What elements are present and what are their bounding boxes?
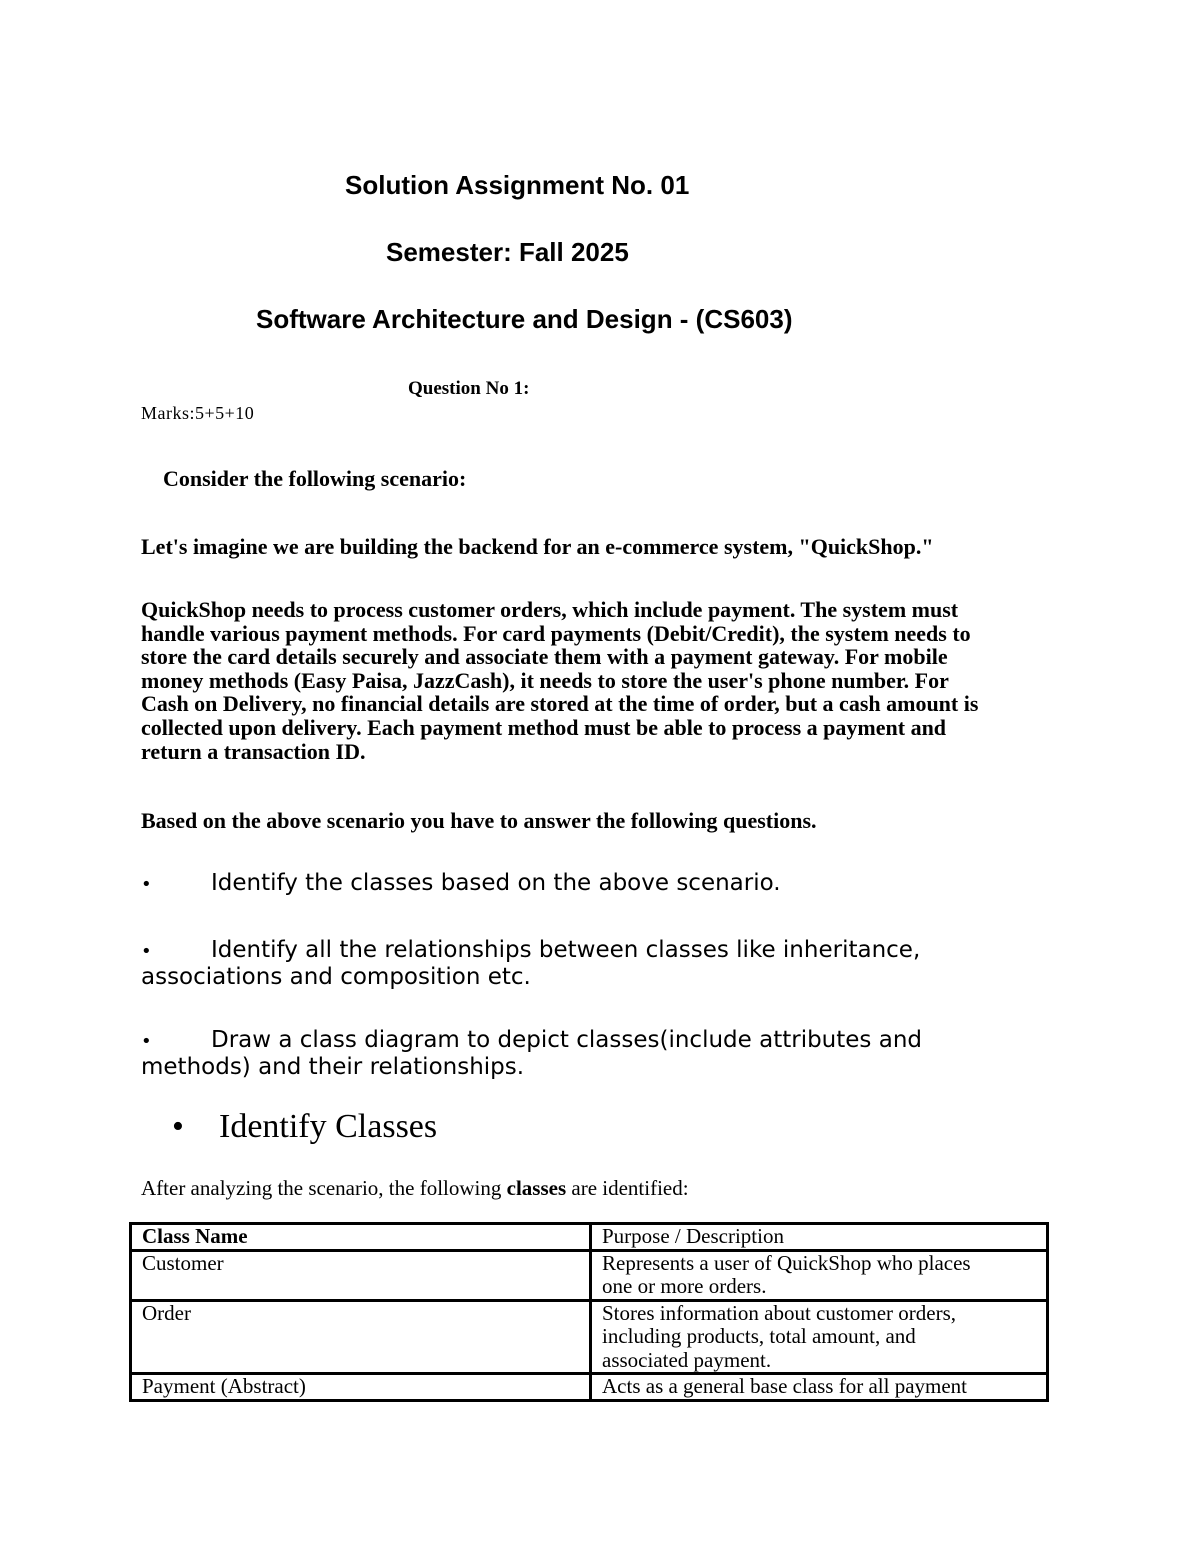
bullet-icon: • bbox=[141, 1031, 152, 1052]
description-line: Represents a user of QuickShop who places bbox=[602, 1250, 971, 1275]
classes-table bbox=[129, 1222, 1049, 1402]
task-item bbox=[141, 1028, 1041, 1079]
task-text-continued: associations and composition etc. bbox=[141, 963, 531, 990]
task-text: Identify the classes based on the above scenario. bbox=[211, 870, 781, 896]
question-number: Question No 1: bbox=[408, 378, 530, 399]
scenario-intro: Let's imagine we are building the backend for an e-commerce system, "QuickShop." bbox=[141, 534, 934, 559]
table-cell-class-name: Customer bbox=[131, 1250, 591, 1300]
table-header-cell: Class Name bbox=[131, 1224, 591, 1251]
table-header-cell: Purpose / Description bbox=[591, 1224, 1048, 1251]
section-intro bbox=[141, 1176, 689, 1201]
section-intro-text: are identified: bbox=[566, 1176, 689, 1200]
bullet-icon: • bbox=[141, 941, 152, 962]
scenario-line: handle various payment methods. For card payments (Debit/Credit), the system needs to bbox=[141, 620, 971, 646]
course-title: Software Architecture and Design - (CS603) bbox=[256, 304, 793, 334]
scenario-line: return a transaction ID. bbox=[141, 738, 366, 764]
scenario-line: collected upon delivery. Each payment method must be able to process a payment and bbox=[141, 714, 947, 740]
table-row bbox=[131, 1300, 1048, 1374]
table-row bbox=[131, 1374, 1048, 1401]
scenario-line: Cash on Delivery, no financial details are stored at the time of order, but a cash amount is bbox=[141, 691, 979, 717]
description-line: Acts as a general base class for all payment bbox=[602, 1374, 968, 1398]
task-item bbox=[141, 938, 1041, 989]
task-text: Draw a class diagram to depict classes(include attributes and bbox=[211, 1027, 922, 1053]
section-intro-text: After analyzing the scenario, the following bbox=[141, 1176, 507, 1200]
scenario-line: money methods (Easy Paisa, JazzCash), it needs to store the user's phone number. For bbox=[141, 667, 949, 693]
table-cell-description bbox=[591, 1300, 1048, 1374]
scenario-paragraph bbox=[141, 598, 1081, 763]
table-row bbox=[131, 1250, 1048, 1300]
description-line: one or more orders. bbox=[602, 1274, 767, 1298]
section-heading: Identify Classes bbox=[219, 1108, 438, 1145]
table-cell-class-name: Order bbox=[131, 1300, 591, 1374]
description-line: associated payment. bbox=[602, 1347, 772, 1372]
description-line: including products, total amount, and bbox=[602, 1324, 916, 1348]
description-line: Stores information about customer orders, bbox=[602, 1300, 957, 1325]
table-cell-description bbox=[591, 1374, 1048, 1401]
task-text: Identify all the relationships between classes like inheritance, bbox=[211, 937, 921, 963]
task-text-continued: methods) and their relationships. bbox=[141, 1053, 525, 1080]
table-cell-class-name: Payment (Abstract) bbox=[131, 1374, 591, 1401]
table-cell-description bbox=[591, 1250, 1048, 1300]
scenario-line: QuickShop needs to process customer orders, which include payment. The system must bbox=[141, 597, 959, 622]
section-intro-emphasis: classes bbox=[506, 1176, 567, 1200]
section-bullet-icon: • bbox=[172, 1108, 184, 1145]
bullet-icon: • bbox=[141, 874, 152, 895]
scenario-lead: Consider the following scenario: bbox=[163, 466, 467, 491]
semester-label: Semester: Fall 2025 bbox=[386, 237, 629, 267]
scenario-line: store the card details securely and associate them with a payment gateway. For mobile bbox=[141, 644, 948, 670]
task-item bbox=[141, 871, 1041, 898]
document-title: Solution Assignment No. 01 bbox=[345, 170, 690, 200]
table-header-row bbox=[131, 1224, 1048, 1251]
questions-lead: Based on the above scenario you have to answer the following questions. bbox=[141, 808, 817, 833]
marks-label: Marks:5+5+10 bbox=[141, 403, 255, 423]
